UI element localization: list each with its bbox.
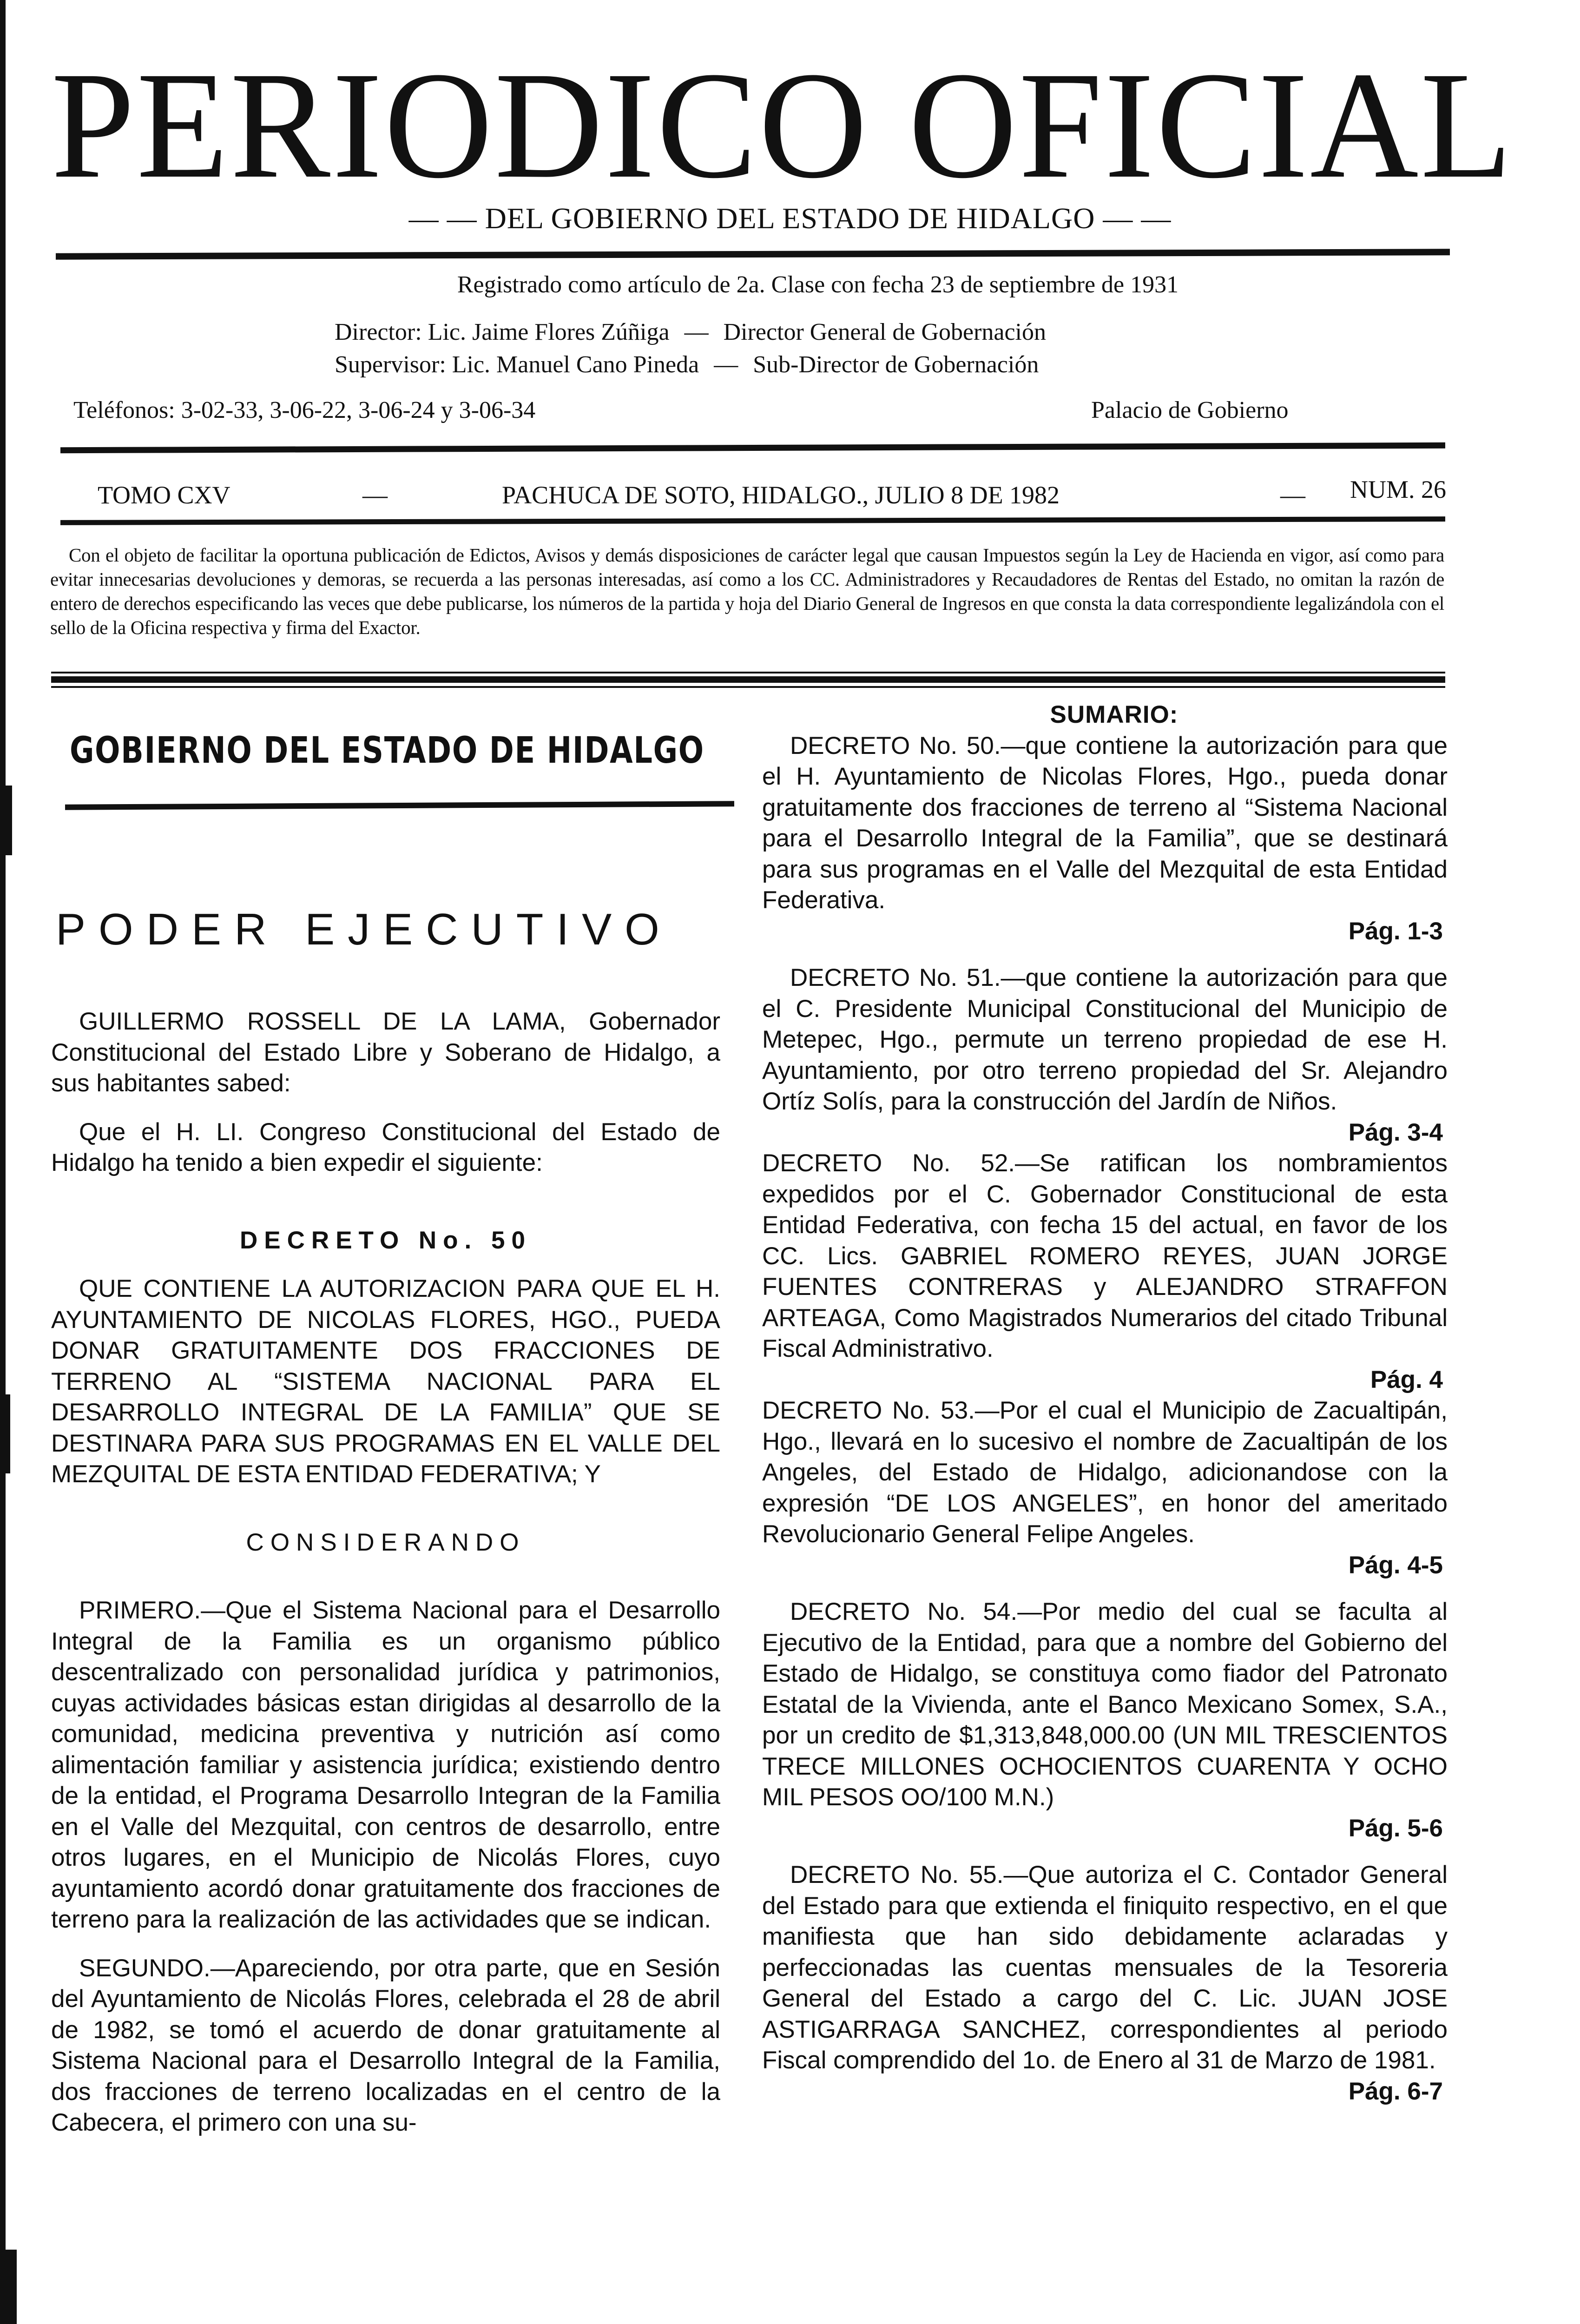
sumario-item-page: Pág. 1-3	[1348, 917, 1443, 945]
sumario-item-text: DECRETO No. 54.—Por medio del cual se faculta al Ejecutivo de la Entidad, para que a nombre del Gobierno del Estado de Hidalgo, se constituya como fiador del Patronato Estatal de la Vivienda, ante el Banco Mexicano Somex, S.A., por un credito de $1,313,848,000.00 (UN MIL TRESCIENTOS TRECE MILLONES OCHOCIENTOS CUARENTA Y OCHO MIL PESOS OO/100 M.N.)	[762, 1598, 1448, 1811]
director-name: Director: Lic. Jaime Flores Zúñiga	[335, 319, 670, 345]
sumario-item-text: DECRETO No. 50.—que contiene la autorización para que el H. Ayuntamiento de Nicolas Flores, Hgo., pueda donar gratuitamente dos fracciones de terreno al “Sistema Nacional para el Desarrollo Integral de la Familia”, que se destinará para sus programas en el Valle del Mezquital de esta Entidad Federativa.	[762, 732, 1448, 914]
sumario-item-text: DECRETO No. 55.—Que autoriza el C. Contador General del Estado para que extienda el finiquito respectivo, en el que manifiesta que han sido debidamente aclaradas y perfeccionadas las cuentas mensuales de la Tesoreria General del Estado a cargo del C. Lic. JUAN JOSE ASTIGARRAGA SANCHEZ, correspondientes al periodo Fiscal comprendido del 1o. de Enero al 31 de Marzo de 1981.	[762, 1861, 1448, 2074]
separator-dash: —	[1280, 481, 1305, 509]
scan-edge-mark	[0, 1394, 10, 1473]
decree-heading: DECRETO No. 50	[240, 1226, 532, 1254]
government-heading: GOBIERNO DEL ESTADO DE HIDALGO	[70, 730, 704, 772]
sumario-item-page: Pág. 4	[1370, 1366, 1443, 1393]
issue-info-bar	[60, 475, 1447, 511]
director-role: Director General de Gobernación	[723, 319, 1046, 345]
supervisor-row	[335, 349, 1046, 381]
volume-label: TOMO CXV	[98, 481, 230, 509]
separator-dash: —	[684, 319, 709, 345]
sumario-item-text: DECRETO No. 53.—Por el cual el Municipio de Zacualtipán, Hgo., llevará en lo sucesivo el nombre de Zacualtipán de los Angeles, del Estado de Hidalgo, adicionandose con la expresión “DE LOS ANGELES”, en honor del ameritado Revolucionario General Felipe Angeles.	[762, 1397, 1448, 1548]
sumario-section	[762, 700, 1448, 2107]
supervisor-name: Supervisor: Lic. Manuel Cano Pineda	[335, 351, 699, 378]
sumario-item-text: DECRETO No. 51.—que contiene la autorización para que el C. Presidente Municipal Constitucional del Municipio de Metepec, Hgo., permute un terreno propiedad de ese H. Ayuntamiento, por otro terreno propiedad del Sr. Alejandro Ortíz Solís, para la construcción del Jardín de Niños.	[762, 964, 1448, 1115]
divider	[51, 686, 1445, 688]
separator-dash: —	[362, 481, 388, 509]
divider	[51, 676, 1445, 683]
address: Palacio de Gobierno	[1091, 397, 1289, 423]
congress-statement: Que el H. LI. Congreso Constitucional del Estado de Hidalgo ha tenido a bien expedir el siguiente:	[51, 1118, 720, 1176]
segundo-paragraph: SEGUNDO.—Apareciendo, por otra parte, que en Sesión del Ayuntamiento de Nicolás Flores, celebrada el 28 de abril de 1982, se tomó el acuerdo de donar gratuitamente al Sistema Nacional para el Desarrollo Integral de la Familia, dos fracciones de terreno localizadas en el centro de la Cabecera, el primero con una su-	[51, 1954, 720, 2136]
sumario-item-text: DECRETO No. 52.—Se ratifican los nombramientos expedidos por el C. Gobernador Constitucional de esta Entidad Federativa, con fecha 15 del actual, en favor de los CC. Lics. GABRIEL ROMERO REYES, JUAN JORGE FUENTES CONTRERAS y ALEJANDRO STRAFFON ARTEAGA, Como Magistrados Numerarios del citado Tribunal Fiscal Administrativo.	[762, 1149, 1448, 1362]
director-row	[335, 316, 1046, 349]
divider	[56, 249, 1450, 259]
divider	[51, 672, 1445, 673]
sumario-item-page: Pág. 3-4	[1348, 1118, 1443, 1146]
divider	[65, 801, 734, 810]
considerando-heading: CONSIDERANDO	[246, 1528, 526, 1556]
sumario-item-page: Pág. 5-6	[1348, 1814, 1443, 1842]
supervisor-role: Sub-Director de Gobernación	[753, 351, 1039, 378]
scan-edge-bar	[0, 0, 6, 2324]
primero-paragraph: PRIMERO.—Que el Sistema Nacional para el Desarrollo Integral de la Familia es un organismo público descentralizado con personalidad jurídica y patrimonios, cuyas actividades básicas estan dirigidas al desarrollo de la comunidad, medicina preventiva y nutrición así como alimentación familiar y asistencia jurídica; existiendo dentro de la entidad, el Programa Desarrollo Integran de la Familia en el Valle del Mezquital, con centros de desarrollo, entre otros lugares, en el Municipio de Nicolás Flores, cuyo ayuntamiento acordó donar gratuitamente dos fracciones de terreno para la realización de las actividades que se indican.	[51, 1597, 720, 1933]
staff-credits	[335, 316, 1046, 381]
issue-number: NUM. 26	[1350, 475, 1447, 503]
scan-edge-mark	[0, 2250, 17, 2324]
sumario-item-page: Pág. 4-5	[1348, 1551, 1443, 1579]
registration-line: Registrado como artículo de 2a. Clase con fecha 23 de septiembre de 1931	[457, 271, 1179, 298]
decree-summary: QUE CONTIENE LA AUTORIZACION PARA QUE EL H. AYUNTAMIENTO DE NICOLAS FLORES, HGO., PUEDA DONAR GRATUITAMENTE DOS FRACCIONES DE TERRENO AL “SISTEMA NACIONAL PARA EL DESARROLLO INTEGRAL DE LA FAMILIA” QUE SE DESTINARA PARA SUS PROGRAMAS EN EL VALLE DEL MEZQUITAL DE ESTA ENTIDAD FEDERATIVA; Y	[51, 1275, 720, 1488]
place-and-date: PACHUCA DE SOTO, HIDALGO., JULIO 8 DE 1982	[502, 481, 1060, 509]
sumario-heading: SUMARIO:	[1050, 701, 1178, 728]
separator-dash: —	[714, 351, 738, 378]
publication-notice: Con el objeto de facilitar la oportuna publicación de Edictos, Avisos y demás disposiciones de carácter legal que causan Impuestos según la Ley de Hacienda en vigor, así como para evitar innecesarias devoluciones y demoras, se recuerda a las personas interesadas, así como a los CC. Administradores y Recaudadores de Rentas del Estado, no omitan la razón de entero de derechos especificando las veces que debe publicarse, los números de la partida y hoja del Diario General de Ingresos en que consta la data correspondiente legalizándola con el sello de la Oficina respectiva y firma del Exactor.	[50, 544, 1444, 638]
divider	[60, 516, 1445, 525]
governor-intro: GUILLERMO ROSSELL DE LA LAMA, Gobernador Constitucional del Estado Libre y Soberano de Hidalgo, a sus habitantes sabed:	[51, 1008, 720, 1097]
newspaper-subtitle: — — DEL GOBIERNO DEL ESTADO DE HIDALGO — —	[408, 202, 1172, 235]
newspaper-title: PERIODICO OFICIAL	[51, 40, 1514, 210]
divider	[60, 442, 1445, 453]
section-heading: PODER EJECUTIVO	[56, 905, 672, 954]
phone-numbers: Teléfonos: 3-02-33, 3-06-22, 3-06-24 y 3-06-34	[73, 397, 536, 423]
decree-article	[51, 1006, 720, 2139]
sumario-item-page: Pág. 6-7	[1348, 2077, 1443, 2105]
scan-edge-mark	[0, 786, 12, 855]
